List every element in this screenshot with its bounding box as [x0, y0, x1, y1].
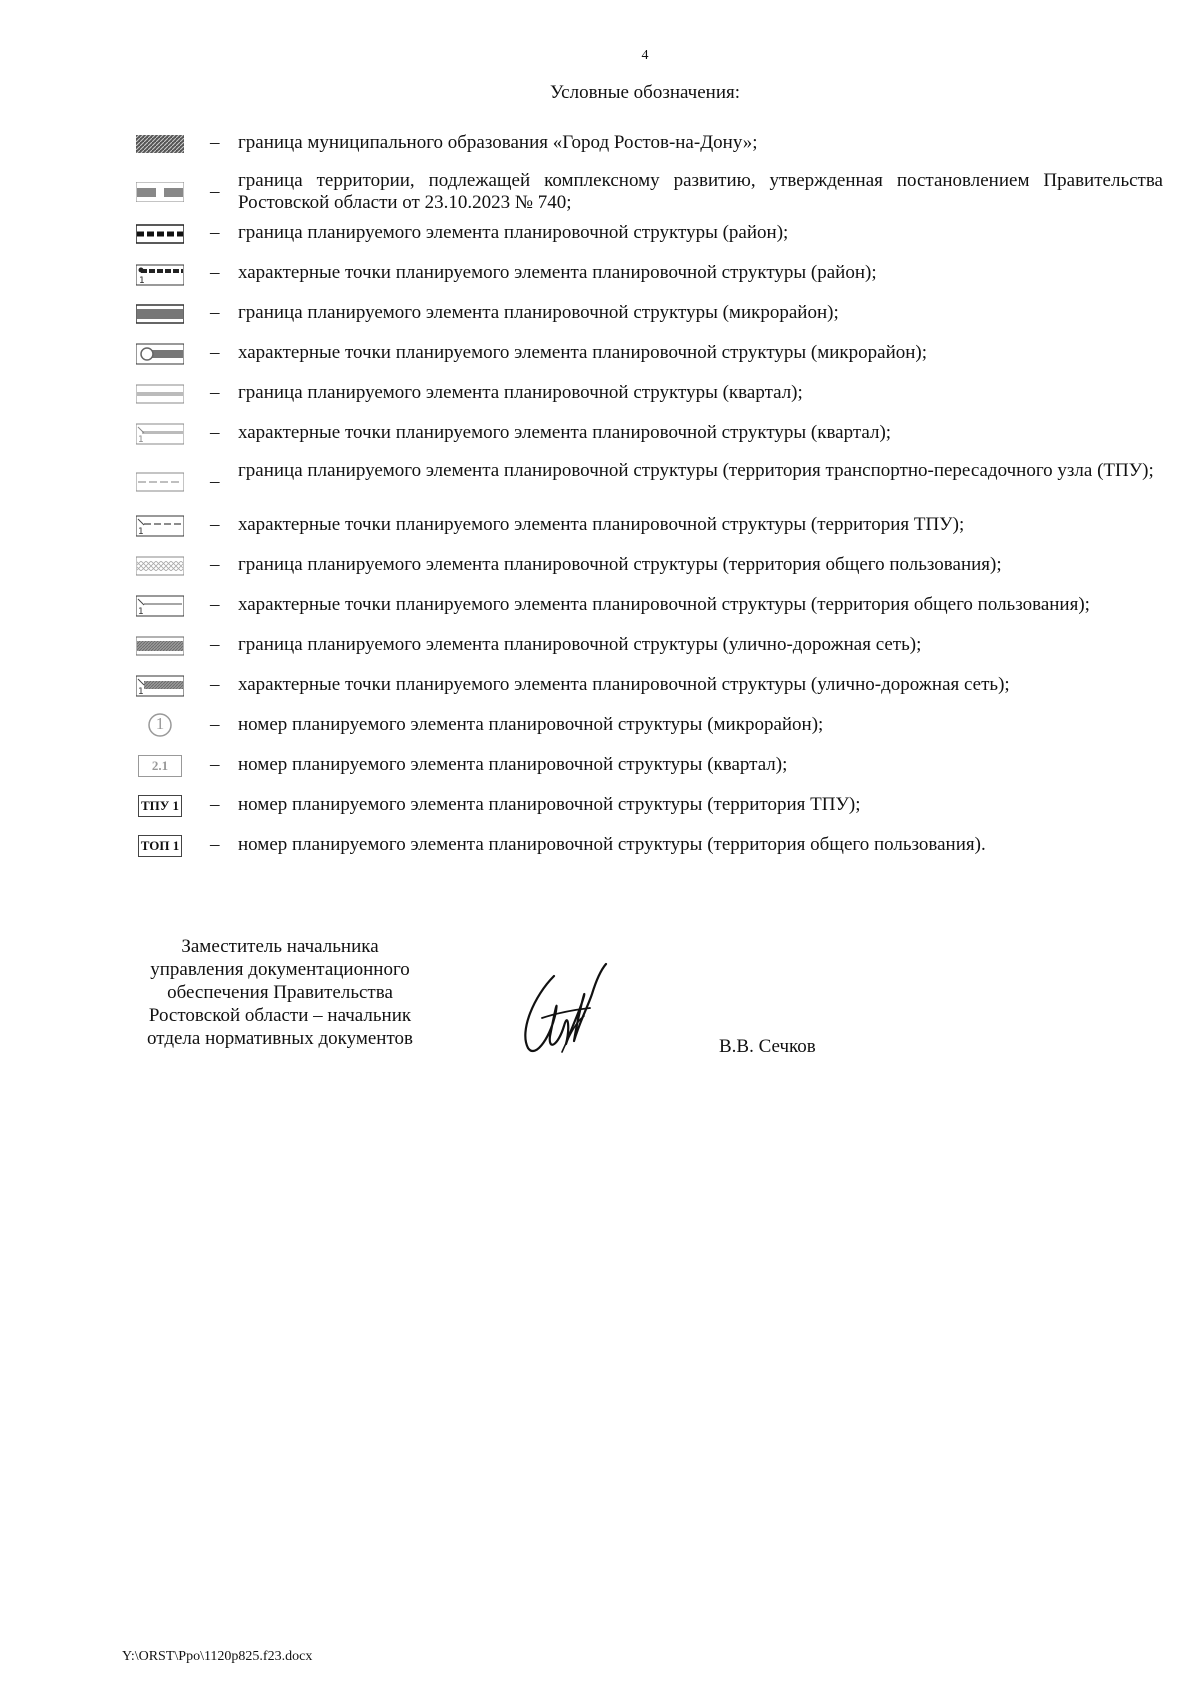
road-network-border-symbol: [136, 636, 184, 656]
public-area-border-symbol: [136, 556, 184, 576]
quarter-border-symbol: [136, 384, 184, 404]
legend-text: граница планируемого элемента планировочной структуры (улично-дорожная сеть);: [238, 634, 922, 655]
legend-dash: –: [210, 594, 220, 615]
signer-position-line: отдела нормативных документов: [147, 1028, 413, 1049]
legend-dash: –: [210, 181, 220, 202]
legend-text: характерные точки планируемого элемента планировочной структуры (территория ТПУ);: [238, 514, 965, 535]
complex-development-border-symbol: [136, 182, 184, 202]
legend-text: граница планируемого элемента планировочной структуры (район);: [238, 222, 789, 243]
legend-text: характерные точки планируемого элемента планировочной структуры (территория общего пользования);: [238, 594, 1090, 615]
legend-text: граница планируемого элемента планировочной структуры (территория общего пользования);: [238, 554, 1002, 575]
legend-text: номер планируемого элемента планировочной структуры (квартал);: [238, 754, 788, 775]
microdistrict-number-label: 1: [155, 714, 165, 733]
legend-text: номер планируемого элемента планировочной структуры (территория ТПУ);: [238, 794, 861, 815]
signer-name: В.В. Сечков: [719, 1036, 816, 1057]
legend-dash: –: [210, 132, 220, 153]
legend-dash: –: [210, 471, 220, 492]
legend-dash: –: [210, 302, 220, 323]
tpu-number-label: ТПУ 1: [138, 795, 182, 817]
public-area-points-symbol: [136, 595, 184, 615]
legend-dash: –: [210, 754, 220, 775]
legend-text: граница территории, подлежащей комплексному развитию, утвержденная постановлением Правительства Ростовской области от 23.10.2023 № 740;: [238, 170, 1163, 213]
public-area-number-symbol: [136, 835, 184, 855]
legend-dash: –: [210, 794, 220, 815]
legend-text: граница планируемого элемента планировочной структуры (квартал);: [238, 382, 803, 403]
legend-title: Условные обозначения:: [549, 82, 741, 103]
legend-dash: –: [210, 514, 220, 535]
legend-text: характерные точки планируемого элемента планировочной структуры (район);: [238, 262, 877, 283]
quarter-number-symbol: [136, 755, 184, 775]
svg-text:1: 1: [138, 687, 144, 697]
microdistrict-number-symbol: [136, 712, 184, 738]
legend-dash: –: [210, 714, 220, 735]
legend-text: номер планируемого элемента планировочной структуры (микрорайон);: [238, 714, 824, 735]
microdistrict-points-symbol: [136, 343, 184, 363]
handwritten-signature: [514, 956, 624, 1071]
legend-dash: –: [210, 834, 220, 855]
legend-dash: –: [210, 422, 220, 443]
district-points-symbol: [136, 264, 184, 284]
tpu-points-symbol: [136, 515, 184, 535]
tpu-number-symbol: [136, 795, 184, 815]
signer-position-line: Заместитель начальника: [181, 936, 379, 957]
legend-dash: –: [210, 222, 220, 243]
legend-text: граница планируемого элемента планировочной структуры (территория транспортно-пересадочного узла (ТПУ);: [238, 460, 1154, 481]
road-network-points-symbol: [136, 675, 184, 695]
signer-position: [120, 935, 440, 1050]
page-number: 4: [641, 48, 649, 63]
signer-position-line: Ростовской области – начальник: [148, 1005, 412, 1026]
legend-dash: –: [210, 262, 220, 283]
microdistrict-border-symbol: [136, 304, 184, 324]
legend-dash: –: [210, 382, 220, 403]
svg-text:1: 1: [138, 527, 144, 537]
legend-text: характерные точки планируемого элемента планировочной структуры (улично-дорожная сеть);: [238, 674, 1010, 695]
svg-text:1: 1: [139, 276, 145, 286]
svg-text:1: 1: [138, 607, 144, 617]
legend-text: граница муниципального образования «Город Ростов-на-Дону»;: [238, 132, 758, 153]
signer-position-line: обеспечения Правительства: [167, 982, 393, 1003]
legend-dash: –: [210, 342, 220, 363]
quarter-points-symbol: [136, 423, 184, 443]
legend-text: номер планируемого элемента планировочной структуры (территория общего пользования).: [238, 834, 986, 855]
signer-position-line: управления документационного: [150, 959, 410, 980]
legend-dash: –: [210, 554, 220, 575]
footer-file-path: Y:\ORST\Ppo\1120p825.f23.docx: [122, 1649, 313, 1664]
legend-text: характерные точки планируемого элемента планировочной структуры (микрорайон);: [238, 342, 928, 363]
legend-dash: –: [210, 634, 220, 655]
municipal-border-symbol: [136, 134, 184, 154]
quarter-number-label: 2.1: [138, 755, 182, 777]
legend-text: характерные точки планируемого элемента планировочной структуры (квартал);: [238, 422, 892, 443]
svg-text:1: 1: [138, 435, 144, 445]
public-area-number-label: ТОП 1: [138, 835, 182, 857]
tpu-border-symbol: [136, 472, 184, 492]
legend-dash: –: [210, 674, 220, 695]
legend-text: граница планируемого элемента планировочной структуры (микрорайон);: [238, 302, 839, 323]
district-border-symbol: [136, 224, 184, 244]
